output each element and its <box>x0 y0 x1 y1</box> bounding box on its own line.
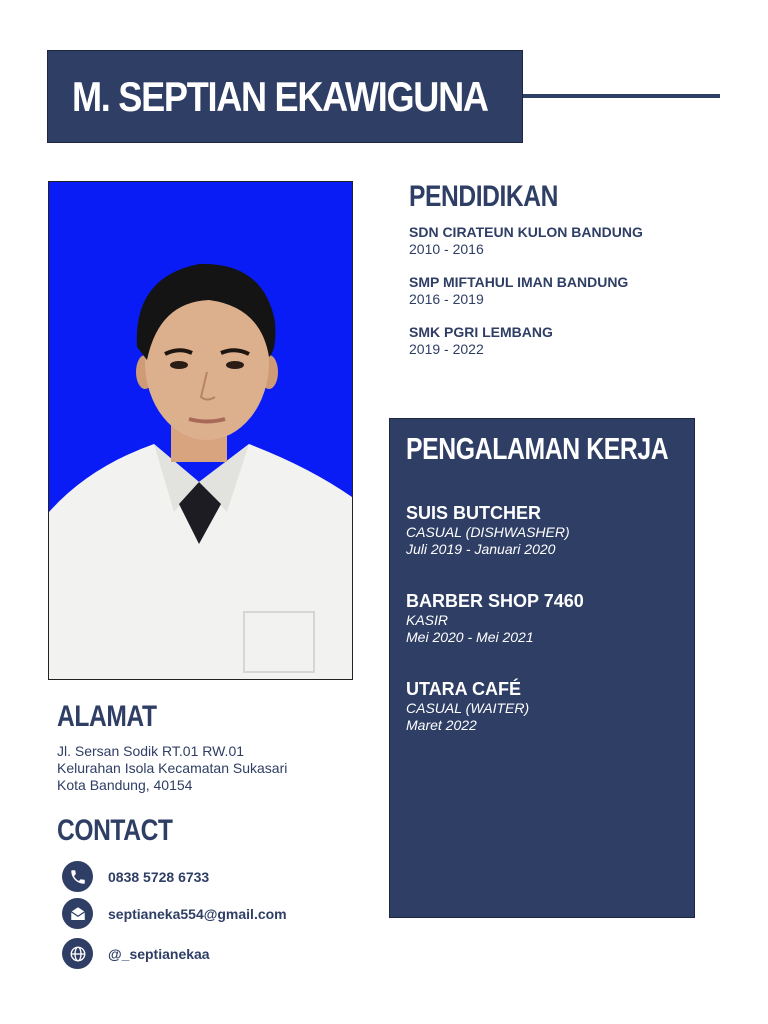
job-item <box>406 591 584 646</box>
education-years: 2010 - 2016 <box>409 241 484 257</box>
job-role: CASUAL (DISHWASHER) <box>406 524 570 540</box>
address-line: Kota Bandung, 40154 <box>57 777 193 793</box>
contact-social-text[interactable]: @_septianekaa <box>108 945 210 962</box>
education-school: SDN CIRATEUN KULON BANDUNG <box>409 224 643 240</box>
education-item <box>409 274 628 308</box>
job-company: BARBER SHOP 7460 <box>406 591 584 611</box>
contact-phone-text[interactable]: 0838 5728 6733 <box>108 868 210 885</box>
education-item <box>409 224 643 258</box>
job-company: UTARA CAFÉ <box>406 679 521 699</box>
education-school: SMK PGRI LEMBANG <box>409 324 553 340</box>
person-name: M. SEPTIAN EKAWIGUNA <box>72 72 488 120</box>
name-banner <box>47 50 523 143</box>
job-role: KASIR <box>406 612 449 628</box>
header-divider-line <box>523 94 720 98</box>
address-block <box>57 743 287 794</box>
education-heading: PENDIDIKAN <box>409 180 558 213</box>
job-period: Mei 2020 - Mei 2021 <box>406 629 534 645</box>
job-role: CASUAL (WAITER) <box>406 700 530 716</box>
address-heading: ALAMAT <box>57 700 157 733</box>
contact-phone <box>62 861 209 892</box>
work-experience-panel <box>389 418 695 918</box>
profile-photo <box>48 181 353 680</box>
contact-email-text[interactable]: septianeka554@gmail.com <box>108 905 287 922</box>
education-school: SMP MIFTAHUL IMAN BANDUNG <box>409 274 629 290</box>
job-item <box>406 679 529 734</box>
job-company: SUIS BUTCHER <box>406 503 542 523</box>
address-line: Kelurahan Isola Kecamatan Sukasari <box>57 760 288 776</box>
education-years: 2019 - 2022 <box>409 341 484 357</box>
contact-email <box>62 898 287 929</box>
phone-icon <box>62 861 93 892</box>
job-item <box>406 503 570 558</box>
work-experience-heading: PENGALAMAN KERJA <box>406 431 669 466</box>
email-icon <box>62 898 93 929</box>
education-years: 2016 - 2019 <box>409 291 484 307</box>
education-item <box>409 324 553 358</box>
globe-icon <box>62 938 93 969</box>
address-line: Jl. Sersan Sodik RT.01 RW.01 <box>57 743 245 759</box>
job-period: Maret 2022 <box>406 717 477 733</box>
contact-social <box>62 938 210 969</box>
contact-heading: CONTACT <box>57 814 173 847</box>
job-period: Juli 2019 - Januari 2020 <box>406 541 556 557</box>
